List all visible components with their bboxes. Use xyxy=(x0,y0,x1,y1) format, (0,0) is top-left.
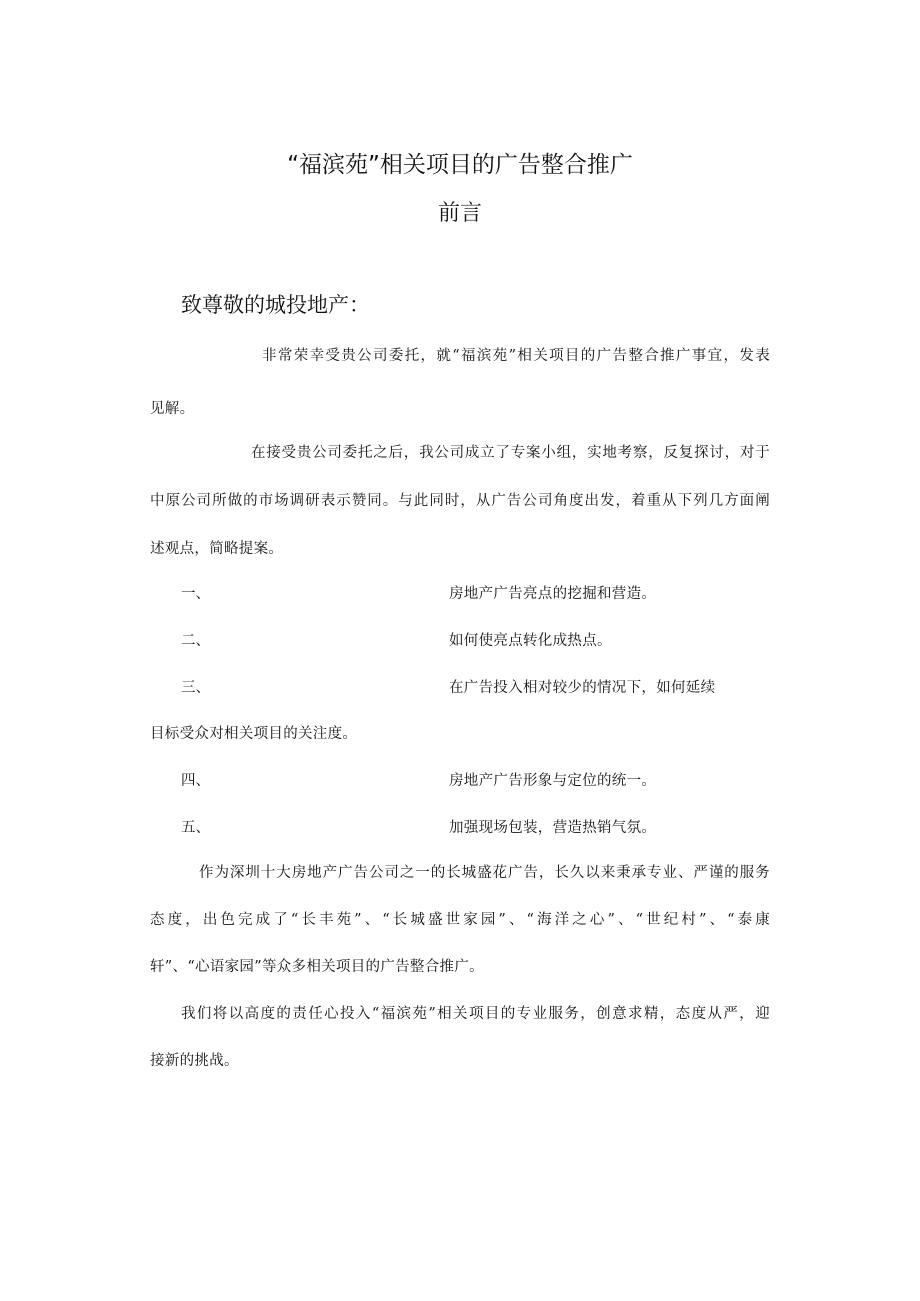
paragraph-2-line-1: 在接受贵公司委托之后，我公司成立了专案小组，实地考察，反复探讨，对于 xyxy=(251,445,770,461)
document-title: “福滨苑”相关项目的广告整合推广 xyxy=(287,152,633,178)
paragraph-3-line-1: 作为深圳十大房地产广告公司之一的长城盛花广告，长久以来秉承专业、严谨的服务 xyxy=(199,865,770,881)
list-number-5: 五、 xyxy=(181,820,210,836)
paragraph-3-line-3: 轩”、“心语家园”等众多相关项目的广告整合推广。 xyxy=(150,959,484,975)
list-item-5: 加强现场包装，营造热销气氛。 xyxy=(449,820,657,836)
list-item-1: 房地产广告亮点的挖掘和营造。 xyxy=(449,586,657,602)
paragraph-4-line-2: 接新的挑战。 xyxy=(150,1053,239,1069)
list-number-3: 三、 xyxy=(181,680,210,696)
list-item-3: 在广告投入相对较少的情况下，如何延续 xyxy=(449,680,716,696)
list-number-4: 四、 xyxy=(181,773,210,789)
document-subtitle: 前言 xyxy=(437,201,482,226)
salutation: 致尊敬的城投地产： xyxy=(181,293,370,317)
paragraph-2-line-2: 中原公司所做的市场调研表示赞同。与此同时，从广告公司角度出发，着重从下列几方面阐 xyxy=(150,493,770,509)
list-item-4: 房地产广告形象与定位的统一。 xyxy=(449,773,657,789)
paragraph-1-line-2: 见解。 xyxy=(150,401,195,417)
list-item-3-continuation: 目标受众对相关项目的关注度。 xyxy=(150,726,358,742)
list-number-1: 一、 xyxy=(181,586,210,602)
paragraph-4-line-1: 我们将以高度的责任心投入“福滨苑”相关项目的专业服务，创意求精，态度从严，迎 xyxy=(181,1006,770,1022)
list-number-2: 二、 xyxy=(181,633,210,649)
paragraph-3-line-2: 态度，出色完成了“长丰苑”、“长城盛世家园”、“海洋之心”、“世纪村”、“泰康 xyxy=(150,912,770,928)
list-item-2: 如何使亮点转化成热点。 xyxy=(449,633,612,649)
paragraph-1-line-1: 非常荣幸受贵公司委托，就“福滨苑”相关项目的广告整合推广事宜，发表 xyxy=(262,348,770,364)
paragraph-2-line-3: 述观点，简略提案。 xyxy=(150,541,284,557)
